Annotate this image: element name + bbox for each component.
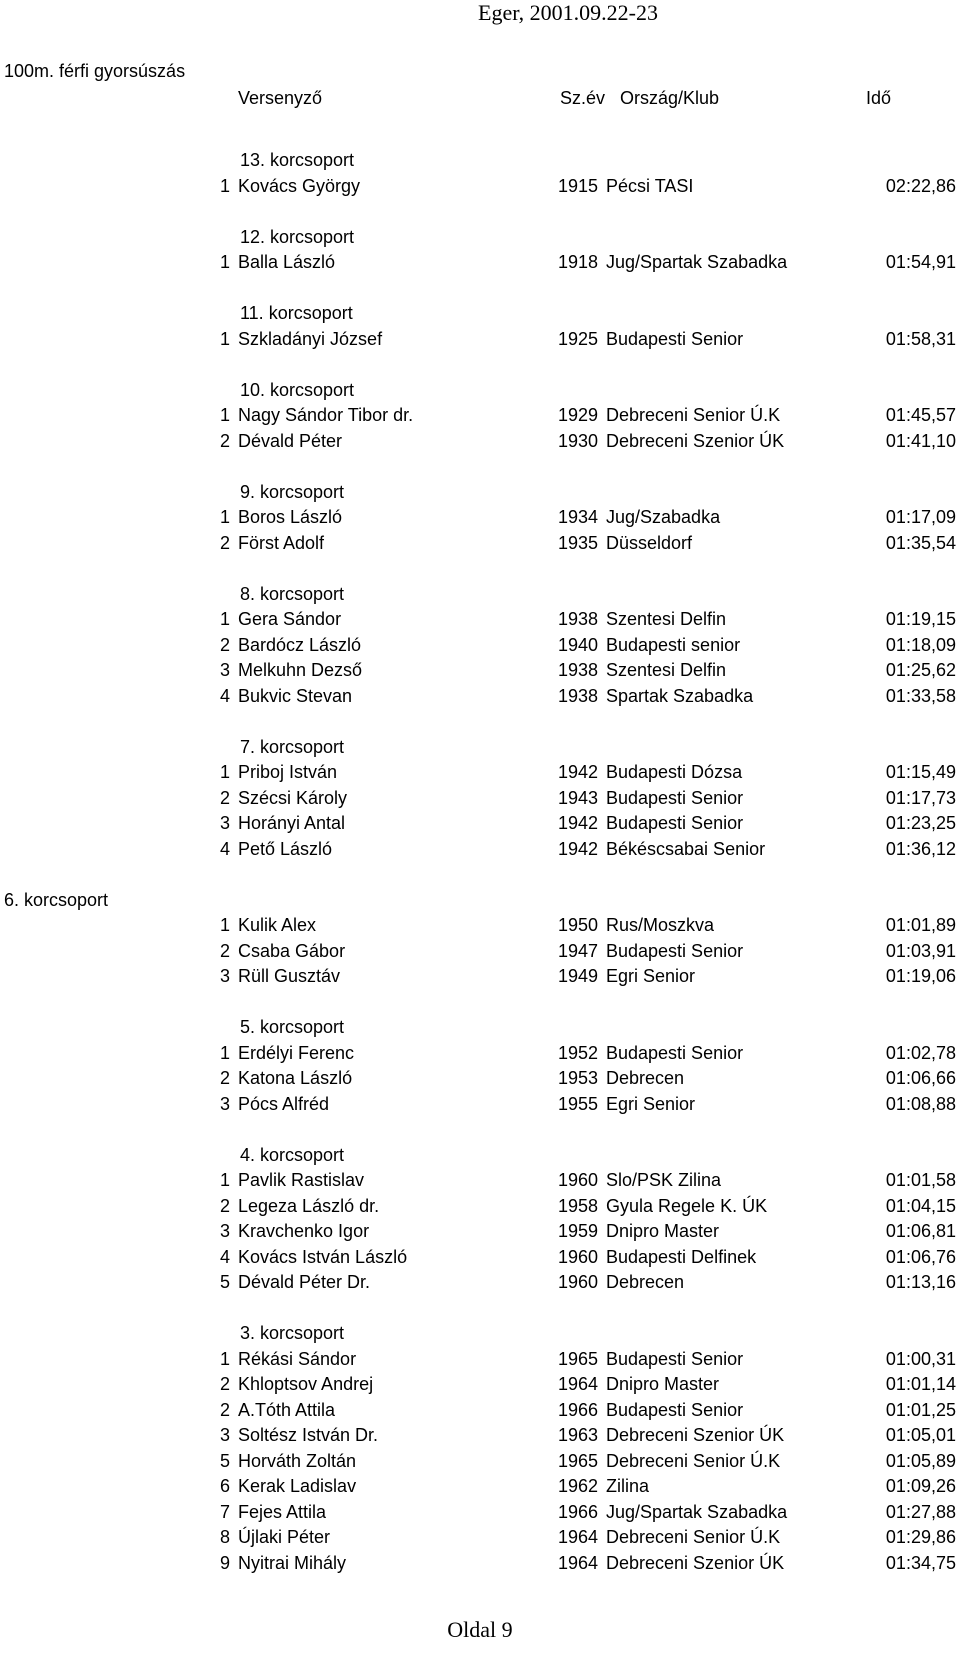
result-time: 01:01,14 xyxy=(885,1374,956,1394)
result-club: Jug/Spartak Szabadka xyxy=(606,1501,788,1522)
result-row xyxy=(0,913,960,939)
event-title: 100m. férfi gyorsúszás xyxy=(4,61,186,81)
result-time: 01:04,15 xyxy=(885,1195,956,1216)
result-rank: 4 xyxy=(219,685,230,706)
result-row xyxy=(0,1474,960,1500)
result-club: Jug/Szabadka xyxy=(606,507,721,527)
result-club: Budapesti Senior xyxy=(606,787,744,808)
result-year: 1938 xyxy=(557,660,598,680)
result-year: 1949 xyxy=(557,966,598,986)
result-name: Kerak Ladislav xyxy=(238,1476,357,1496)
result-name: Melkuhn Dezső xyxy=(238,660,363,680)
result-name: Rékási Sándor xyxy=(238,1348,357,1369)
result-time: 01:34,75 xyxy=(885,1552,956,1573)
result-time: 01:01,58 xyxy=(885,1170,956,1190)
result-year: 1965 xyxy=(557,1348,598,1369)
result-time: 01:45,57 xyxy=(885,405,956,425)
result-rank: 4 xyxy=(219,1246,230,1267)
result-time: 01:05,89 xyxy=(885,1450,956,1471)
result-row xyxy=(0,250,960,276)
result-time: 01:25,62 xyxy=(885,660,956,680)
result-row xyxy=(0,1270,960,1296)
result-rank: 2 xyxy=(219,1399,230,1420)
result-club: Debreceni Senior Ú.K xyxy=(606,1527,781,1547)
result-club: Budapesti Delfinek xyxy=(606,1246,757,1267)
age-group xyxy=(0,735,960,888)
result-club: Debrecen xyxy=(606,1272,685,1292)
result-time: 01:06,81 xyxy=(885,1221,956,1241)
result-year: 1918 xyxy=(557,252,598,272)
result-row xyxy=(0,607,960,633)
result-rank: 3 xyxy=(219,813,230,833)
result-year: 1959 xyxy=(557,1221,598,1241)
result-time: 01:23,25 xyxy=(885,813,956,833)
result-time: 01:18,09 xyxy=(885,634,956,655)
age-group xyxy=(0,888,960,1016)
result-row xyxy=(0,1449,960,1475)
result-time: 01:54,91 xyxy=(885,252,956,272)
result-row xyxy=(0,327,960,353)
result-time: 01:35,54 xyxy=(885,532,956,553)
result-rank: 1 xyxy=(219,405,230,425)
result-rank: 7 xyxy=(219,1501,230,1522)
result-name: Balla László xyxy=(238,252,336,272)
age-group-title: 5. korcsoport xyxy=(240,1017,345,1037)
page-header xyxy=(0,0,960,30)
result-time: 01:00,31 xyxy=(885,1348,956,1369)
result-row xyxy=(0,1423,960,1449)
age-group xyxy=(0,1143,960,1322)
age-group xyxy=(0,225,960,302)
age-group-title: 6. korcsoport xyxy=(4,889,109,910)
result-club: Szentesi Delfin xyxy=(606,609,727,629)
result-rank: 8 xyxy=(219,1527,230,1547)
result-year: 1925 xyxy=(557,328,598,349)
result-rank: 3 xyxy=(219,966,230,986)
result-rank: 2 xyxy=(219,532,230,553)
result-row xyxy=(0,1398,960,1424)
result-time: 01:29,86 xyxy=(885,1527,956,1547)
result-name: Först Adolf xyxy=(238,532,325,553)
result-club: Budapesti Senior xyxy=(606,1348,744,1369)
result-club: Rus/Moszkva xyxy=(606,915,715,935)
result-row xyxy=(0,1092,960,1118)
age-group xyxy=(0,148,960,225)
page-footer: Oldal 9 xyxy=(447,1617,513,1642)
result-time: 01:15,49 xyxy=(885,762,956,782)
result-name: A.Tóth Attila xyxy=(238,1399,336,1420)
result-time: 01:08,88 xyxy=(885,1093,956,1114)
result-time: 01:27,88 xyxy=(885,1501,956,1522)
result-row xyxy=(0,837,960,863)
result-name: Nyitrai Mihály xyxy=(238,1552,347,1573)
result-year: 1963 xyxy=(557,1425,598,1445)
age-group-title: 4. korcsoport xyxy=(240,1144,345,1165)
age-group-title: 11. korcsoport xyxy=(240,303,353,323)
result-year: 1958 xyxy=(557,1195,598,1216)
result-row xyxy=(0,1219,960,1245)
result-name: Pető László xyxy=(238,838,333,859)
result-club: Debreceni Szenior ÚK xyxy=(606,1425,785,1445)
age-group-title: 7. korcsoport xyxy=(240,736,345,757)
result-rank: 2 xyxy=(219,1195,230,1216)
result-year: 1960 xyxy=(557,1170,598,1190)
result-name: Dévald Péter Dr. xyxy=(238,1272,371,1292)
result-time: 01:05,01 xyxy=(885,1425,956,1445)
result-name: Kravchenko Igor xyxy=(238,1221,370,1241)
result-time: 01:17,09 xyxy=(885,507,956,527)
result-rank: 5 xyxy=(219,1450,230,1471)
result-row xyxy=(0,1525,960,1551)
result-time: 01:13,16 xyxy=(885,1272,956,1292)
result-club: Egri Senior xyxy=(606,966,696,986)
result-rank: 3 xyxy=(219,1221,230,1241)
result-name: Szécsi Károly xyxy=(238,787,348,808)
result-row xyxy=(0,760,960,786)
result-rank: 2 xyxy=(219,634,230,655)
result-name: Dévald Péter xyxy=(238,430,343,451)
result-name: Kovács István László xyxy=(238,1246,408,1267)
result-name: Bukvic Stevan xyxy=(238,685,353,706)
result-rank: 2 xyxy=(219,940,230,961)
result-year: 1915 xyxy=(557,175,598,196)
result-time: 01:06,76 xyxy=(885,1246,956,1267)
result-time: 01:03,91 xyxy=(885,940,956,961)
result-row xyxy=(0,633,960,659)
result-rank: 3 xyxy=(219,660,230,680)
result-time: 02:22,86 xyxy=(885,175,956,196)
result-row xyxy=(0,1551,960,1577)
result-year: 1960 xyxy=(557,1246,598,1267)
result-rank: 1 xyxy=(219,252,230,272)
result-row xyxy=(0,403,960,429)
result-club: Debrecen xyxy=(606,1068,685,1088)
result-row xyxy=(0,1041,960,1067)
result-club: Jug/Spartak Szabadka xyxy=(606,252,788,272)
result-time: 01:01,89 xyxy=(885,915,956,935)
result-rank: 2 xyxy=(219,1068,230,1088)
result-name: Boros László xyxy=(238,507,343,527)
result-rank: 1 xyxy=(219,175,230,196)
result-year: 1942 xyxy=(557,838,598,859)
result-row xyxy=(0,786,960,812)
column-header-year: Sz.év xyxy=(560,88,606,108)
result-name: Katona László xyxy=(238,1068,353,1088)
result-row xyxy=(0,811,960,837)
result-rank: 3 xyxy=(219,1093,230,1114)
result-year: 1934 xyxy=(557,507,598,527)
result-year: 1942 xyxy=(557,813,598,833)
result-year: 1964 xyxy=(557,1552,598,1573)
result-name: Kulik Alex xyxy=(238,915,317,935)
result-club: Debreceni Senior Ú.K xyxy=(606,1450,781,1471)
age-group xyxy=(0,1015,960,1143)
result-club: Békéscsabai Senior xyxy=(606,838,766,859)
result-time: 01:09,26 xyxy=(885,1476,956,1496)
result-year: 1938 xyxy=(557,609,598,629)
result-time: 01:58,31 xyxy=(885,328,956,349)
result-name: Fejes Attila xyxy=(238,1501,327,1522)
result-year: 1940 xyxy=(557,634,598,655)
result-year: 1952 xyxy=(557,1042,598,1063)
result-name: Rüll Gusztáv xyxy=(238,966,341,986)
column-header-club: Ország/Klub xyxy=(620,88,720,108)
result-club: Zilina xyxy=(606,1476,650,1496)
result-row xyxy=(0,684,960,710)
result-row xyxy=(0,1194,960,1220)
result-rank: 1 xyxy=(219,1170,230,1190)
result-club: Budapesti senior xyxy=(606,634,741,655)
age-group-title: 3. korcsoport xyxy=(240,1323,345,1343)
result-year: 1929 xyxy=(557,405,598,425)
result-club: Budapesti Senior xyxy=(606,1399,744,1420)
result-year: 1964 xyxy=(557,1527,598,1547)
result-row xyxy=(0,1066,960,1092)
result-rank: 2 xyxy=(219,1374,230,1394)
result-year: 1966 xyxy=(557,1501,598,1522)
result-row xyxy=(0,505,960,531)
column-header-competitor: Versenyző xyxy=(238,88,323,108)
result-row xyxy=(0,658,960,684)
result-year: 1935 xyxy=(557,532,598,553)
result-club: Dnipro Master xyxy=(606,1374,720,1394)
result-rank: 1 xyxy=(219,1348,230,1369)
result-rank: 1 xyxy=(219,762,230,782)
result-rank: 9 xyxy=(219,1552,230,1573)
age-group-title: 9. korcsoport xyxy=(240,481,345,502)
result-club: Budapesti Dózsa xyxy=(606,762,743,782)
result-rank: 2 xyxy=(219,430,230,451)
result-club: Egri Senior xyxy=(606,1093,696,1114)
age-group xyxy=(0,582,960,735)
result-name: Gera Sándor xyxy=(238,609,342,629)
result-club: Dnipro Master xyxy=(606,1221,720,1241)
age-group-title: 13. korcsoport xyxy=(240,150,355,170)
result-year: 1966 xyxy=(557,1399,598,1420)
result-time: 01:06,66 xyxy=(885,1068,956,1088)
result-club: Budapesti Senior xyxy=(606,813,744,833)
result-year: 1930 xyxy=(557,430,598,451)
result-club: Debreceni Senior Ú.K xyxy=(606,405,781,425)
result-name: Újlaki Péter xyxy=(238,1527,331,1547)
result-club: Spartak Szabadka xyxy=(606,685,754,706)
result-year: 1964 xyxy=(557,1374,598,1394)
result-time: 01:02,78 xyxy=(885,1042,956,1063)
age-group-title: 10. korcsoport xyxy=(240,379,355,400)
result-rank: 3 xyxy=(219,1425,230,1445)
result-time: 01:17,73 xyxy=(885,787,956,808)
result-row xyxy=(0,1168,960,1194)
result-name: Horányi Antal xyxy=(238,813,346,833)
result-club: Düsseldorf xyxy=(606,532,693,553)
result-row xyxy=(0,174,960,200)
result-row xyxy=(0,531,960,557)
result-name: Szkladányi József xyxy=(238,328,383,349)
result-year: 1938 xyxy=(557,685,598,706)
result-rank: 4 xyxy=(219,838,230,859)
result-club: Budapesti Senior xyxy=(606,940,744,961)
result-time: 01:19,06 xyxy=(885,966,956,986)
result-name: Pócs Alfréd xyxy=(238,1093,330,1114)
result-club: Pécsi TASI xyxy=(606,175,694,196)
result-year: 1947 xyxy=(557,940,598,961)
result-name: Bardócz László xyxy=(238,634,362,655)
result-year: 1942 xyxy=(557,762,598,782)
result-club: Gyula Regele K. ÚK xyxy=(606,1195,768,1216)
result-row xyxy=(0,1245,960,1271)
result-rank: 2 xyxy=(219,787,230,808)
result-rank: 1 xyxy=(219,609,230,629)
age-group xyxy=(0,378,960,480)
result-year: 1962 xyxy=(557,1476,598,1496)
result-name: Priboj István xyxy=(238,762,338,782)
result-name: Kovács György xyxy=(238,175,361,196)
age-group-title: 12. korcsoport xyxy=(240,226,355,247)
result-name: Csaba Gábor xyxy=(238,940,346,961)
header-title: Eger, 2001.09.22-23 xyxy=(478,0,658,25)
result-year: 1965 xyxy=(557,1450,598,1471)
result-time: 01:19,15 xyxy=(885,609,956,629)
result-name: Khloptsov Andrej xyxy=(238,1374,374,1394)
age-group-title: 8. korcsoport xyxy=(240,583,345,604)
result-club: Szentesi Delfin xyxy=(606,660,727,680)
result-name: Legeza László dr. xyxy=(238,1195,380,1216)
result-club: Budapesti Senior xyxy=(606,1042,744,1063)
result-club: Slo/PSK Zilina xyxy=(606,1170,722,1190)
result-time: 01:36,12 xyxy=(885,838,956,859)
result-club: Budapesti Senior xyxy=(606,328,744,349)
result-name: Soltész István Dr. xyxy=(238,1425,379,1445)
result-rank: 5 xyxy=(219,1272,230,1292)
result-row xyxy=(0,964,960,990)
result-year: 1950 xyxy=(557,915,598,935)
result-rank: 1 xyxy=(219,328,230,349)
result-year: 1955 xyxy=(557,1093,598,1114)
age-group xyxy=(0,1321,960,1576)
result-time: 01:41,10 xyxy=(885,430,956,451)
age-group xyxy=(0,480,960,582)
result-year: 1960 xyxy=(557,1272,598,1292)
result-time: 01:01,25 xyxy=(885,1399,956,1420)
result-name: Pavlik Rastislav xyxy=(238,1170,365,1190)
result-rank: 6 xyxy=(219,1476,230,1496)
result-year: 1953 xyxy=(557,1068,598,1088)
result-year: 1943 xyxy=(557,787,598,808)
result-name: Erdélyi Ferenc xyxy=(238,1042,355,1063)
result-row xyxy=(0,1347,960,1373)
result-row xyxy=(0,429,960,455)
result-name: Nagy Sándor Tibor dr. xyxy=(238,405,414,425)
result-time: 01:33,58 xyxy=(885,685,956,706)
column-header-time: Idő xyxy=(866,88,892,108)
result-row xyxy=(0,939,960,965)
result-club: Debreceni Szenior ÚK xyxy=(606,1552,785,1573)
result-rank: 1 xyxy=(219,915,230,935)
result-rank: 1 xyxy=(219,1042,230,1063)
result-club: Debreceni Szenior ÚK xyxy=(606,430,785,451)
result-row xyxy=(0,1372,960,1398)
result-row xyxy=(0,1500,960,1526)
age-group xyxy=(0,301,960,378)
result-rank: 1 xyxy=(219,507,230,527)
results-list xyxy=(0,148,960,1576)
result-name: Horváth Zoltán xyxy=(238,1450,357,1471)
